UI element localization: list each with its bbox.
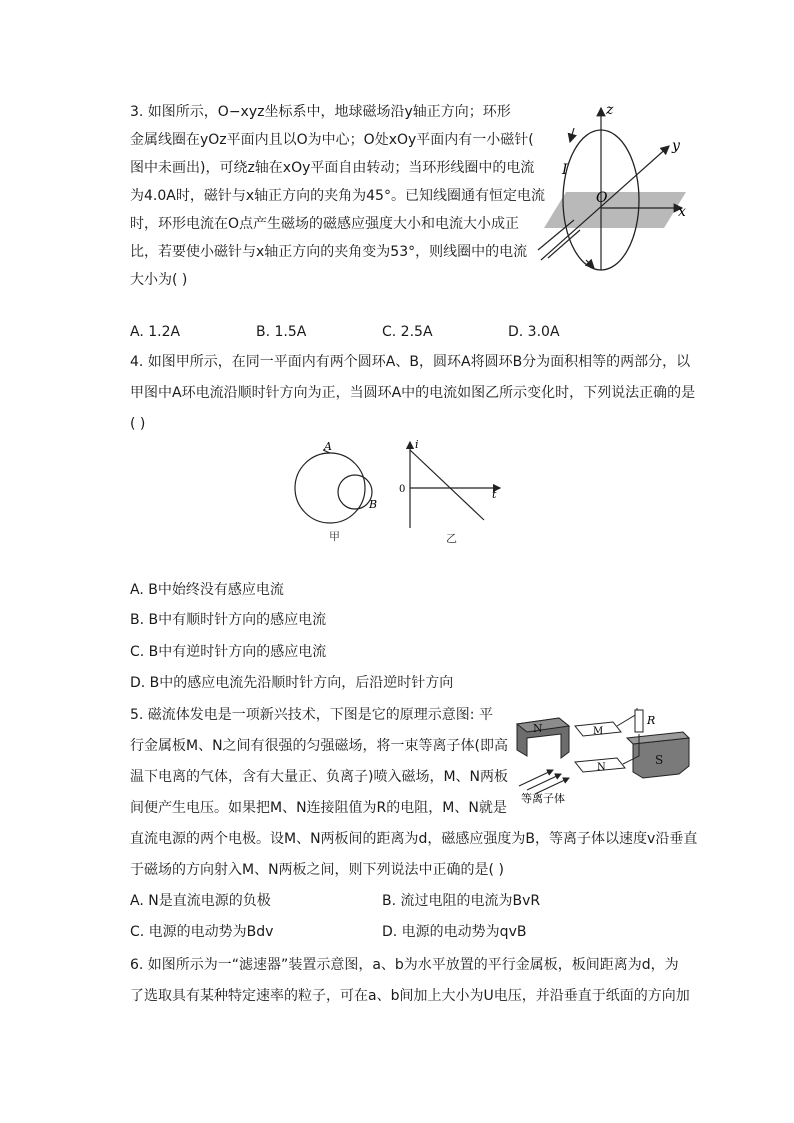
q4-line-2: 甲图中A环电流沿顺时针方向为正，当圆环A中的电流如图乙所示变化时，下列说法正确的是 <box>130 385 696 401</box>
i-label: I <box>562 162 568 178</box>
q6-line-2: 了选取具有某种特定速率的粒子，可在a、b间加上大小为U电压，并沿垂直于纸面的方向加 <box>130 988 690 1004</box>
ring-b-label: B <box>369 498 378 511</box>
q4-option-a[interactable]: A. B中始终没有感应电流 <box>130 582 284 598</box>
q5-line-6: 于磁场的方向射入M、N两板之间，则下列说法中正确的是( ) <box>130 862 504 878</box>
q5-line-3: 温下电离的气体，含有大量正、负离子)喷入磁场，M、N两板 <box>130 769 509 785</box>
ring-b <box>338 475 372 509</box>
resistor-label: R <box>647 714 656 727</box>
q5-option-d[interactable]: D. 电源的电动势为qvB <box>382 924 527 940</box>
plate-n-label: N <box>597 762 606 773</box>
q3-line-3: 图中未画出)，可绕z轴在xOy平面自由转动；当环形线圈中的电流 <box>130 160 535 176</box>
ring-a-label: A <box>324 440 332 453</box>
q5-option-b[interactable]: B. 流过电阻的电流为BvR <box>382 893 541 909</box>
ring-a <box>295 453 365 523</box>
o-label: O <box>596 190 608 206</box>
plasma-arrow-2 <box>527 774 561 790</box>
lead-wire-2 <box>548 230 580 258</box>
n-pole-label: N <box>533 722 543 735</box>
s-pole-label: S <box>655 753 664 767</box>
q3-coil-figure <box>536 100 694 275</box>
z-label: z <box>606 102 614 118</box>
q5-option-c[interactable]: C. 电源的电动势为Bdv <box>130 924 274 940</box>
q4-option-d[interactable]: D. B中的感应电流先沿顺时针方向，后沿逆时针方向 <box>130 675 454 691</box>
q3-line-4: 为4.0A时，磁针与x轴正方向的夹角为45°。已知线圈通有恒定电流 <box>130 188 545 204</box>
wire-m <box>617 708 637 726</box>
q5-mhd-figure <box>513 704 693 804</box>
current-line <box>410 450 484 520</box>
q4-rings-figure <box>288 438 388 534</box>
q4-option-b[interactable]: B. B中有顺时针方向的感应电流 <box>130 612 327 628</box>
q5-line-4: 间便产生电压。如果把M、N连接阻值为R的电阻，M、N就是 <box>130 800 507 816</box>
q5-option-a[interactable]: A. N是直流电源的负极 <box>130 893 271 909</box>
q3-option-d[interactable]: D. 3.0A <box>508 324 560 340</box>
q5-line-1: 5. 磁流体发电是一项新兴技术，下图是它的原理示意图: 平 <box>130 707 493 723</box>
q3-option-c[interactable]: C. 2.5A <box>382 324 433 340</box>
plasma-arrow-1 <box>519 770 553 786</box>
plate-m-label: M <box>593 726 604 737</box>
q3-line-1: 3. 如图所示，O−xyz坐标系中，地球磁场沿y轴正方向；环形 <box>130 104 511 120</box>
plasma-label: 等离子体 <box>521 792 565 804</box>
q4-option-c[interactable]: C. B中有逆时针方向的感应电流 <box>130 644 327 660</box>
q3-line-2: 金属线圈在yOz平面内且以O为中心；O处xOy平面内有一小磁针( <box>130 132 534 148</box>
q5-line-5: 直流电源的两个电极。设M、N两板间的距离为d，磁感应强度为B，等离子体以速度v沿垂直 <box>130 831 698 847</box>
x-label: x <box>678 204 686 220</box>
i-axis-label: i <box>415 438 419 451</box>
q3-line-7: 大小为( ) <box>130 272 188 288</box>
zero-label: 0 <box>399 484 406 495</box>
current-arrow-top <box>570 128 574 142</box>
q6-line-1: 6. 如图所示为一“滤速器”装置示意图，a、b为水平放置的平行金属板，板间距离为d，为 <box>130 957 679 973</box>
q3-option-a[interactable]: A. 1.2A <box>130 324 181 340</box>
q3-line-5: 时，环形电流在O点产生磁场的磁感应强度大小和电流大小成正 <box>130 216 520 232</box>
caption-jia: 甲 <box>329 530 340 543</box>
q4-line-1: 4. 如图甲所示，在同一平面内有两个圆环A、B，圆环A将圆环B分为面积相等的两部分，以 <box>130 354 691 370</box>
q5-line-2: 行金属板M、N之间有很强的匀强磁场，将一束等离子体(即高 <box>130 738 509 754</box>
t-axis-label: t <box>492 488 497 501</box>
q3-line-6: 比，若要使小磁针与x轴正方向的夹角变为53°，则线圈中的电流 <box>130 244 528 260</box>
resistor <box>635 710 643 732</box>
q4-line-3: ( ) <box>130 416 146 432</box>
caption-yi: 乙 <box>446 532 457 545</box>
q3-option-b[interactable]: B. 1.5A <box>256 324 307 340</box>
q4-current-graph <box>396 438 506 534</box>
y-label: y <box>672 138 680 154</box>
